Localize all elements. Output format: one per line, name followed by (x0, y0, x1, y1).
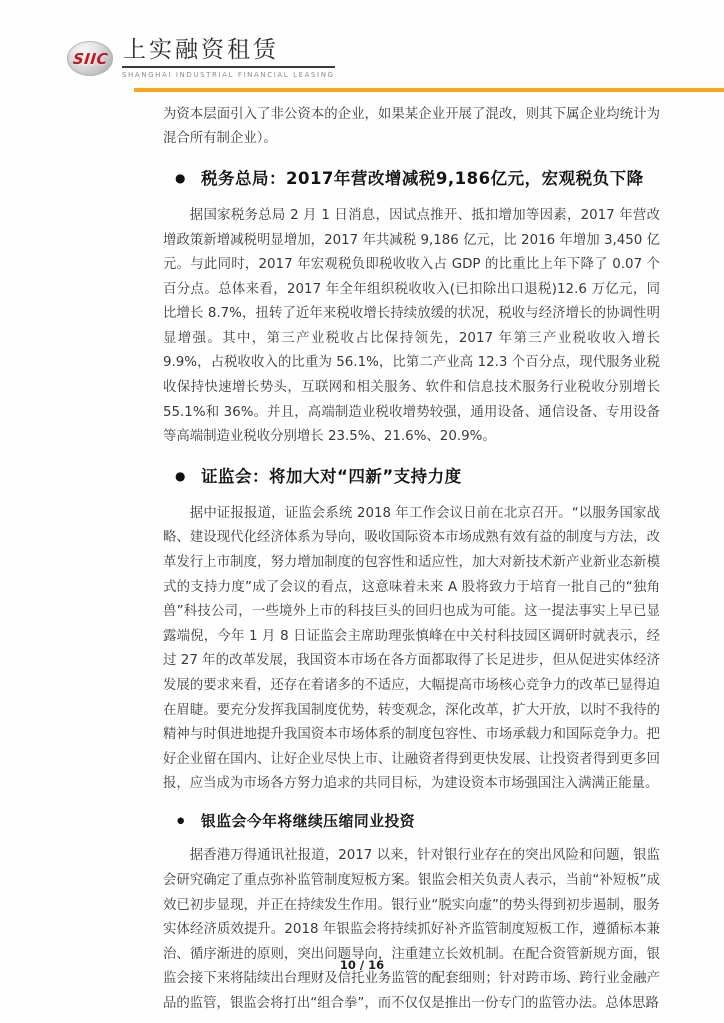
section-heading-text: 税务总局：2017年营改增减税9,186亿元，宏观税负下降 (200, 168, 644, 188)
intro-continuation-paragraph: 为资本层面引入了非公资本的企业，如果某企业开展了混改，则其下属企业均统计为混合所有制企业）。 (163, 106, 660, 147)
company-logo (67, 38, 724, 79)
section-cbrc (163, 811, 660, 1017)
section-heading-csrc (163, 465, 660, 489)
section-heading-tax (163, 167, 660, 191)
company-name-en: SHANGHAI INDUSTRIAL FINANCIAL LEASING (122, 71, 335, 80)
section-heading-cbrc (163, 811, 660, 832)
section-paragraph-tax: 据国家税务总局 2 月 1 日消息，因试点推开、抵扣增加等因素，2017 年营改增政策新增减税明显增加，2017 年共减税 9,186 亿元，比 2016 年增加 3,450 亿元。与此同时，2017 年宏观税负即税收收入占 GDP 的比重比上年下降了 0.07 个百分点。总体来看，2017 年全年组织税收收入(已扣除出口退税)12.6 万亿元，同比增长 8.7%，扭转了近年来税收增长持续放缓的状况，税收与经济增长的协调性明显增强。其中，第三产业税收占比保持领先，2017 年第三产业税收收入增长 9.9%，占税收收入的比重为 56.1%，比第二产业高 12.3 个百分点，现代服务业税收保持快速增长势头，互联网和相关服务、软件和信息技术服务行业税收分别增长 55.1%和 36%。并且，高端制造业税收增势较强，通用设备、通信设备、专用设备等高端制造业税收分别增长 23.5%、21.6%、20.9%。 (163, 207, 660, 445)
siic-globe-icon (67, 41, 113, 76)
bullet-icon: ● (177, 815, 185, 826)
section-tax-bureau (163, 167, 660, 450)
section-csrc (163, 465, 660, 797)
company-names (122, 38, 335, 79)
section-paragraph-cbrc: 据香港万得通讯社报道，2017 以来，针对银行业存在的突出风险和问题，银监会研究确定了重点弥补监管制度短板方案。银监会相关负责人表示，当前“补短板”成效已初步显现，并正在持续发生作用。银行业“脱实向虚”的势头得到初步遏制，服务实体经济质效提升。2018 年银监会将持续抓好补齐监管制度短板工作，遵循标本兼治、循序渐进的原则，突出问题导向，注重建立长效机制。在配合资管新规方面，银监会接下来将陆续出台理财及信托业务监管的配套细则；针对跨市场、跨行业金融产品的监管，银监会将打出“组合拳”，而不仅仅是推出一份专门的监管办法。总体思路 (163, 848, 660, 1011)
letterhead (0, 0, 724, 92)
siic-logo-mark: SIIC (71, 49, 109, 68)
section-heading-text: 银监会今年将继续压缩同业投资 (200, 812, 416, 830)
section-paragraph-csrc: 据中证报报道，证监会系统 2018 年工作会议日前在北京召开。“以服务国家战略、建设现代化经济体系为导向，吸收国际资本市场成熟有效有益的制度与方法，改革发行上市制度，努力增加制度的包容性和适应性，加大对新技术新产业新业态新模式的支持力度”成了会议的看点，这意味着未来 A 股将致力于培育一批自己的“独角兽”科技公司，一些境外上市的科技巨头的回归也成为可能。这一提法事实上早已显露端倪，今年 1 月 8 日证监会主席助理张慎峰在中关村科技园区调研时就表示，经过 27 年的改革发展，我国资本市场在各方面都取得了长足进步，但从促进实体经济发展的要求来看，还存在着诸多的不适应，大幅提高市场核心竞争力的改革已显得迫在眉睫。要充分发挥我国制度优势，转变观念，深化改革，扩大开放，以时不我待的精神与时俱进地提升我国资本市场体系的制度包容性、市场承载力和国际竞争力。把好企业留在国内、让好企业尽快上市、让融资者得到更快发展、让投资者得到更多回报，应当成为市场各方努力追求的共同目标，为建设资本市场强国注入满满正能量。 (163, 505, 660, 792)
page-footer (0, 958, 724, 972)
newsletter-body (163, 92, 660, 1017)
company-name-cn: 上实融资租赁 (122, 38, 335, 68)
bullet-icon: ● (175, 170, 186, 185)
bullet-icon: ● (175, 468, 186, 483)
page-number: 10 / 16 (339, 958, 385, 972)
section-heading-text: 证监会：将加大对“四新”支持力度 (200, 466, 462, 486)
